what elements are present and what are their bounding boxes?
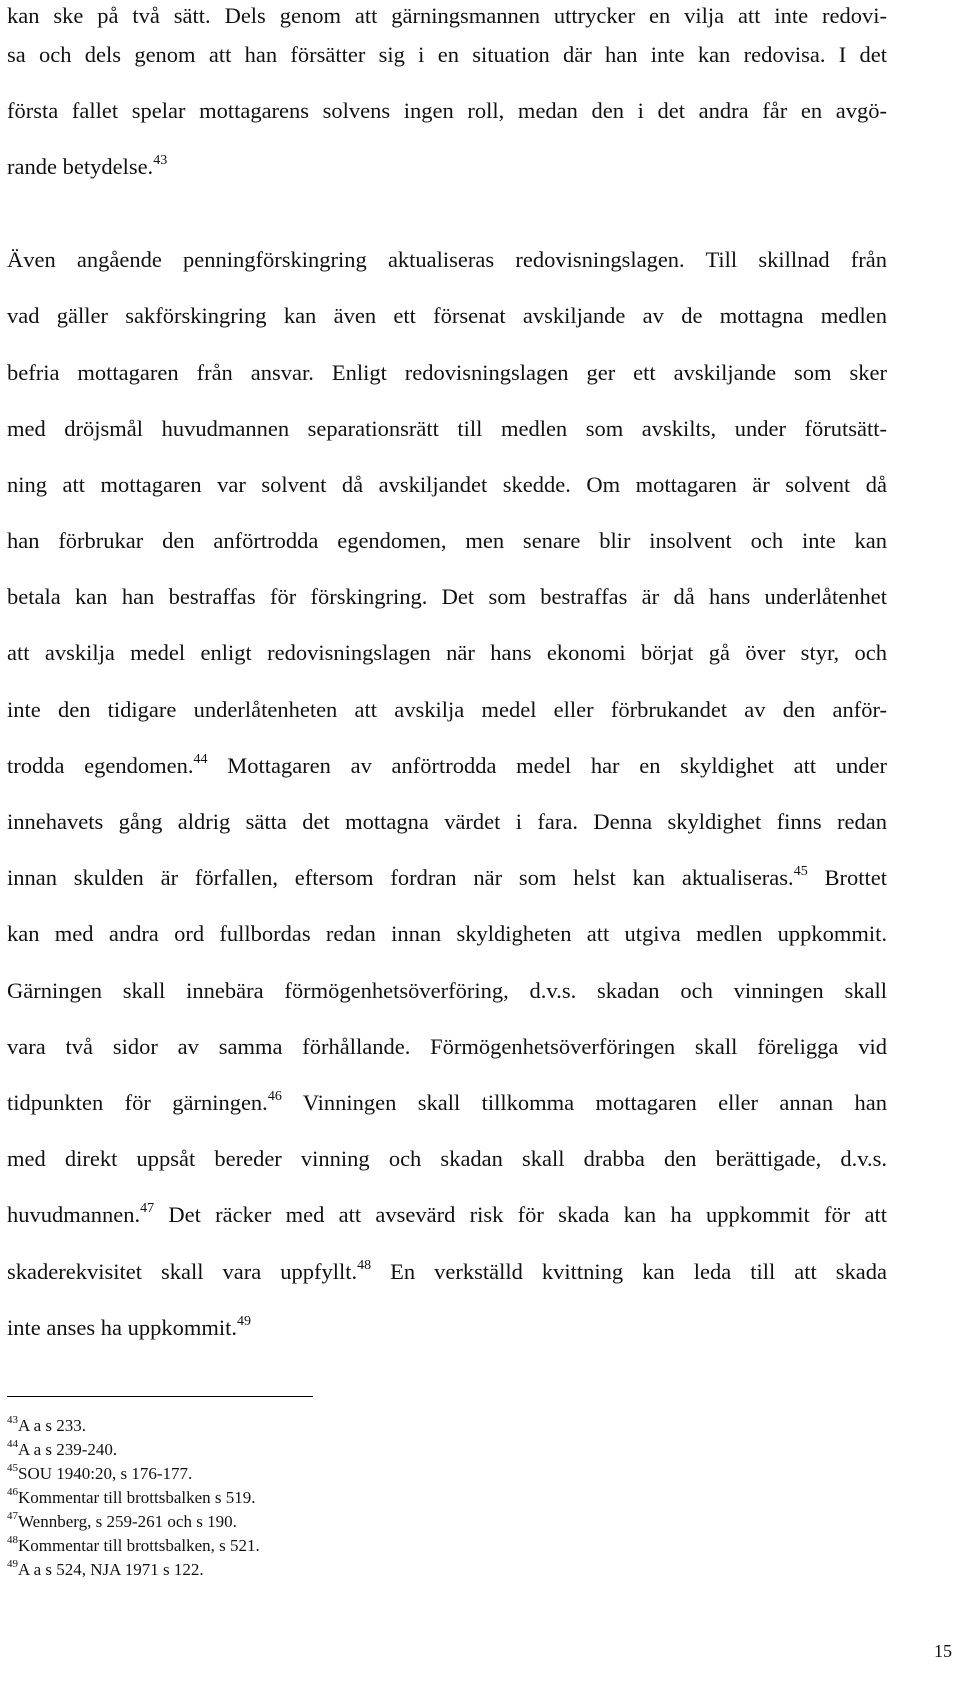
footnote-ref: 49 bbox=[236, 1313, 251, 1329]
text-line: med direkt uppsåt bereder vinning och skadan skall drabba den berättigade, d.v.s. bbox=[7, 1146, 887, 1171]
text-line: rande betydelse.$^{43}$ bbox=[7, 152, 168, 179]
text-line: vad gäller sakförskingring kan även ett försenat avskiljande av de mottagna medlen bbox=[7, 303, 887, 328]
text-line: vara två sidor av samma förhållande. Förmögenhetsöverföringen skall föreligga vid bbox=[7, 1034, 887, 1059]
text-line: huvudmannen.$^{47}$ Det räcker med att avsevärd risk för skada kan ha uppkommit för att bbox=[7, 1200, 887, 1227]
text-line: innehavets gång aldrig sätta det mottagna värdet i fara. Denna skyldighet finns redan bbox=[7, 809, 887, 834]
footnote: $^{44}$A a s 239-240. bbox=[7, 1438, 118, 1459]
text-line: befria mottagaren från ansvar. Enligt redovisningslagen ger ett avskiljande som sker bbox=[7, 360, 887, 385]
text-line: inte den tidigare underlåtenheten att avskilja medel eller förbrukandet av den anför- bbox=[7, 697, 887, 722]
footnote-ref: 47 bbox=[140, 1200, 155, 1216]
footnote: $^{45}$SOU 1940:20, s 176-177. bbox=[7, 1462, 193, 1483]
text-line: han förbrukar den anförtrodda egendomen, men senare blir insolvent och inte kan bbox=[7, 528, 887, 553]
text-line: innan skulden är förfallen, eftersom fordran när som helst kan aktualiseras.$^{45}$ Brottet bbox=[7, 863, 887, 890]
text-line: Gärningen skall innebära förmögenhetsöverföring, d.v.s. skadan och vinningen skall bbox=[7, 978, 887, 1003]
text-line: kan med andra ord fullbordas redan innan skyldigheten att utgiva medlen uppkommit. bbox=[7, 921, 887, 946]
text-line: första fallet spelar mottagarens solvens ingen roll, medan den i det andra får en avgö- bbox=[7, 98, 887, 123]
footnote-ref: 46 bbox=[267, 1088, 282, 1104]
footnote-separator bbox=[7, 1396, 313, 1397]
footnote-ref: 44 bbox=[193, 751, 208, 767]
footnote-ref: 43 bbox=[153, 152, 168, 168]
footnote: $^{48}$Kommentar till brottsbalken, s 521. bbox=[7, 1534, 260, 1555]
footnote: $^{46}$Kommentar till brottsbalken s 519. bbox=[7, 1486, 256, 1507]
text-line: sa och dels genom att han försätter sig i en situation där han inte kan redovisa. I det bbox=[7, 42, 887, 67]
footnote-ref: 48 bbox=[357, 1257, 372, 1273]
footnote-ref: 45 bbox=[793, 863, 808, 879]
footnote: $^{47}$Wennberg, s 259-261 och s 190. bbox=[7, 1510, 237, 1531]
page-number: 15 bbox=[934, 1641, 952, 1661]
text-line: Även angående penningförskingring aktualiseras redovisningslagen. Till skillnad från bbox=[7, 247, 887, 272]
footnote: $^{49}$A a s 524, NJA 1971 s 122. bbox=[7, 1558, 204, 1579]
footnote: $^{43}$A a s 233. bbox=[7, 1414, 86, 1435]
text-line: med dröjsmål huvudmannen separationsrätt till medlen som avskilts, under förutsätt- bbox=[7, 416, 887, 441]
text-line: att avskilja medel enligt redovisningslagen när hans ekonomi börjat gå över styr, och bbox=[7, 640, 887, 665]
text-line: inte anses ha uppkommit.$^{49}$ bbox=[7, 1313, 251, 1340]
text-line: skaderekvisitet skall vara uppfyllt.$^{48}$ En verkställd kvittning kan leda till att skada bbox=[7, 1257, 887, 1284]
text-line: trodda egendomen.$^{44}$ Mottagaren av anförtrodda medel har en skyldighet att under bbox=[7, 751, 887, 778]
text-line: ning att mottagaren var solvent då avskiljandet skedde. Om mottagaren är solvent då bbox=[7, 472, 887, 497]
text-line: betala kan han bestraffas för förskingring. Det som bestraffas är då hans underlåtenhet bbox=[7, 584, 887, 609]
text-line: kan ske på två sätt. Dels genom att gärningsmannen uttrycker en vilja att inte redovi- bbox=[7, 3, 887, 28]
text-line: tidpunkten för gärningen.$^{46}$ Vinningen skall tillkomma mottagaren eller annan han bbox=[7, 1088, 887, 1115]
